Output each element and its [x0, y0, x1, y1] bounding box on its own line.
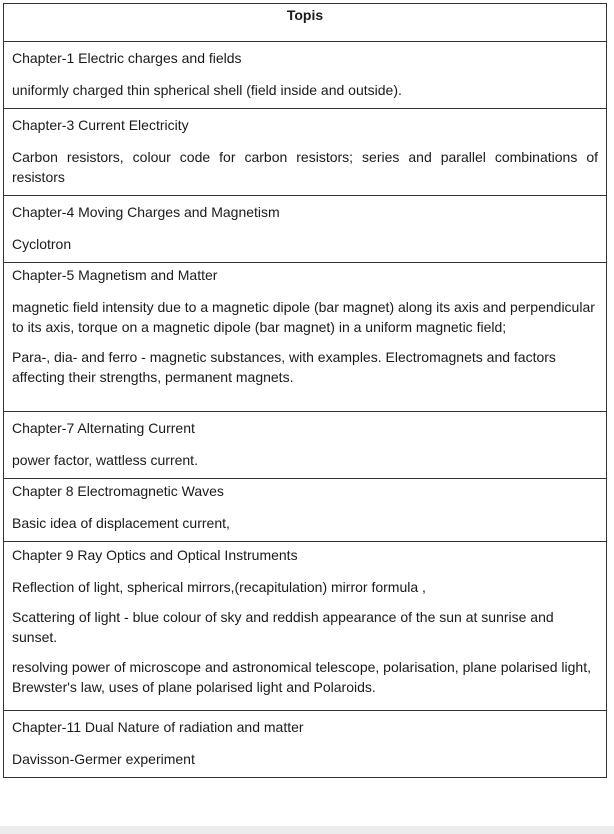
chapter-title: Chapter-7 Alternating Current: [12, 420, 195, 436]
chapter-cell: [4, 412, 607, 479]
chapter-title: Chapter-3 Current Electricity: [12, 117, 189, 133]
chapter-topic: Carbon resistors, colour code for carbon resistors; series and parallel combinations of resistors: [12, 149, 598, 185]
table-header-topis: Topis: [4, 4, 607, 42]
chapter-row: [4, 479, 607, 542]
chapter-topic: magnetic field intensity due to a magnetic dipole (bar magnet) along its axis and perpendicular to its axis, torque on a magnetic dipole (bar magnet) in a uniform magnetic field;: [12, 299, 595, 335]
chapter-topic: resolving power of microscope and astronomical telescope, polarisation, plane polarised light, Brewster's law, uses of plane polarised light and Polaroids.: [12, 659, 591, 695]
chapter-cell: [4, 109, 607, 196]
chapter-cell: [4, 196, 607, 263]
topics-table: [3, 3, 607, 778]
chapter-topic: Reflection of light, spherical mirrors,(recapitulation) mirror formula ,: [12, 579, 426, 595]
chapter-topic: Basic idea of displacement current,: [12, 515, 230, 531]
page-bottom-strip: [0, 826, 614, 834]
chapter-row: [4, 711, 607, 778]
chapter-title: Chapter-11 Dual Nature of radiation and matter: [12, 719, 304, 735]
chapter-row: [4, 412, 607, 479]
chapter-cell: [4, 263, 607, 412]
chapter-row: [4, 263, 607, 412]
chapter-topic: Scattering of light - blue colour of sky and reddish appearance of the sun at sunrise and sunset.: [12, 609, 554, 645]
chapter-title: Chapter-4 Moving Charges and Magnetism: [12, 204, 280, 220]
chapter-row: [4, 196, 607, 263]
chapter-topic: Para-, dia- and ferro - magnetic substances, with examples. Electromagnets and factors affecting their strengths, permanent magnets.: [12, 349, 556, 385]
chapter-row: [4, 109, 607, 196]
chapter-row: [4, 42, 607, 109]
chapter-cell: [4, 479, 607, 542]
chapter-topic: Cyclotron: [12, 236, 72, 252]
chapter-title: Chapter 9 Ray Optics and Optical Instruments: [12, 547, 298, 563]
chapter-cell: [4, 711, 607, 778]
chapter-cell: [4, 542, 607, 711]
chapter-topic: power factor, wattless current.: [12, 452, 198, 468]
chapter-cell: [4, 42, 607, 109]
chapter-title: Chapter-1 Electric charges and fields: [12, 50, 242, 66]
table-header-row: [4, 4, 607, 42]
chapter-row: [4, 542, 607, 711]
chapter-title: Chapter 8 Electromagnetic Waves: [12, 483, 224, 499]
chapter-topic: Davisson-Germer experiment: [12, 751, 195, 767]
chapter-topic: uniformly charged thin spherical shell (field inside and outside).: [12, 82, 402, 98]
chapter-title: Chapter-5 Magnetism and Matter: [12, 267, 218, 283]
